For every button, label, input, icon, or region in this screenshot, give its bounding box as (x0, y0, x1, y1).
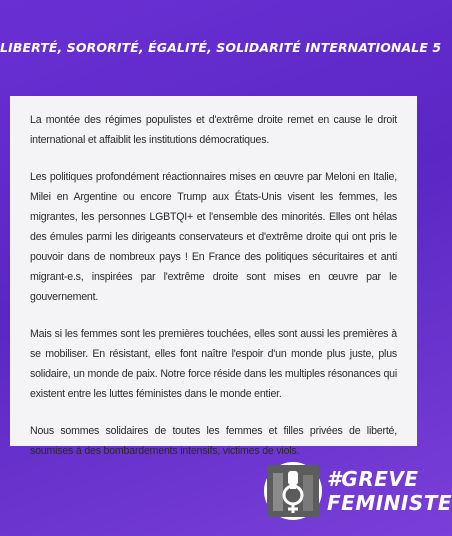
logo-badge (264, 462, 322, 520)
logo-text (327, 467, 452, 515)
raised-fist-venus-icon (267, 465, 319, 517)
logo-line-1: #GREVE (327, 467, 419, 491)
text-card (10, 96, 417, 457)
paragraph-4: Nous sommes solidaires de toutes les femmes et filles privées de liberté, soumises à des bombardements intensifs, victimes de viols. (30, 425, 397, 457)
greve-feministe-logo (264, 462, 452, 526)
paragraph-1: La montée des régimes populistes et d'extrême droite remet en cause le droit international et affaiblit les institutions démocratiques. (30, 114, 397, 146)
page-title: LIBERTÉ, SORORITÉ, ÉGALITÉ, SOLIDARITÉ INTERNATIONALE 5 (0, 40, 442, 55)
paragraph-2: Les politiques profondément réactionnaires mises en œuvre par Meloni en Italie, Milei en Argentine ou encore Trump aux États-Unis visent les femmes, les migrantes, les personnes LGBTQI+ et l'ensemble des minorités. Elles ont hélas des émules parmi les dirigeants conservateurs et d'extrême droite qui ont pris le pouvoir dans de nombreux pays ! En France des politiques sécuritaires et anti migrant-e.s, inspirées par l'extrême droite sont mises en œuvre par le gouvernement. (30, 171, 397, 303)
logo-line-2: FEMINISTE (327, 491, 452, 515)
paragraph-3: Mais si les femmes sont les premières touchées, elles sont aussi les premières à se mobiliser. En résistant, elles font naître l'espoir d'un monde plus juste, plus solidaire, un monde de paix. Notre force réside dans les multiples résonances qui existent entre les luttes féministes dans le monde entier. (30, 328, 397, 400)
